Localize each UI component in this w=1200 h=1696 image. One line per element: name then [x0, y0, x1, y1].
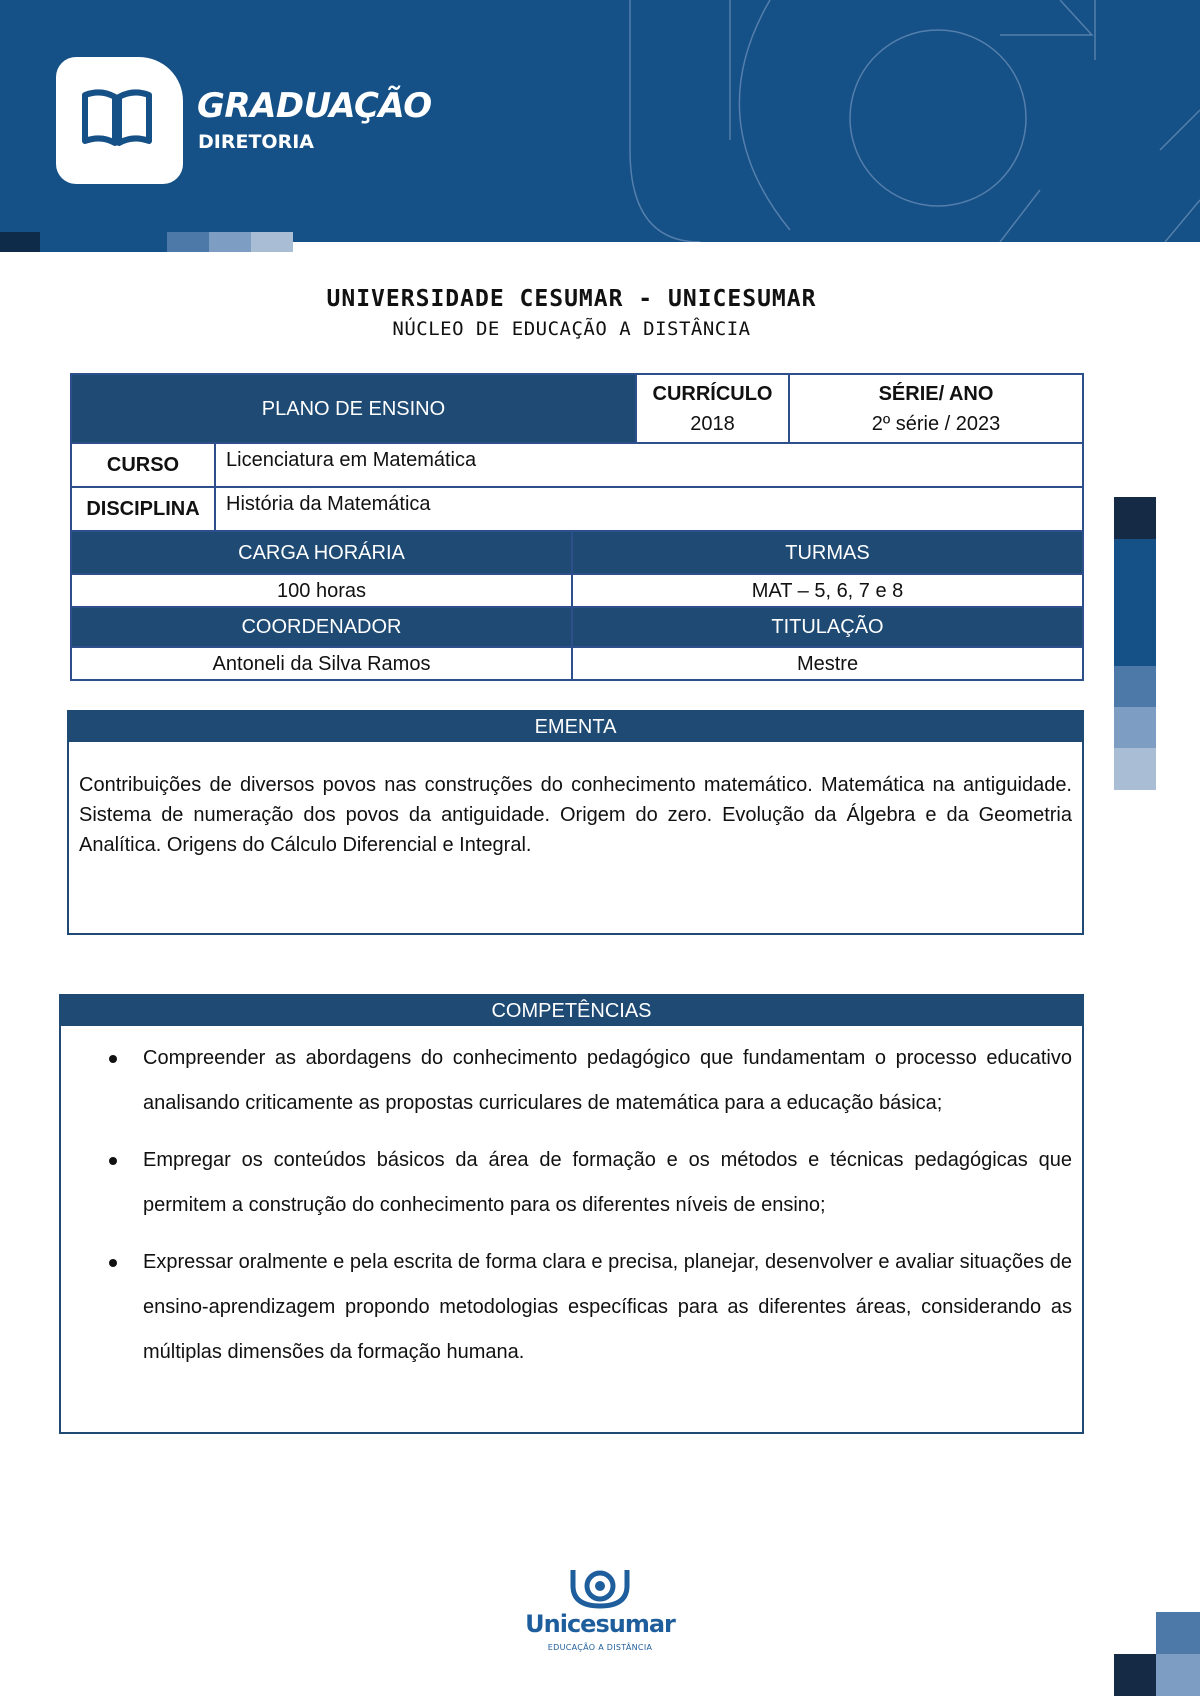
brand-subtitle: DIRETORIA — [198, 131, 314, 153]
curso-label-cell — [70, 442, 216, 488]
disciplina-value: História da Matemática — [226, 493, 431, 515]
carga-label: CARGA HORÁRIA — [238, 541, 405, 564]
corner-block-dark — [1114, 1654, 1156, 1696]
turmas-label: TURMAS — [785, 541, 870, 564]
color-strip-lightest — [251, 232, 293, 252]
unicesumar-logo-icon — [525, 1566, 675, 1612]
titulacao-value: Mestre — [796, 652, 859, 675]
footer-logo-tagline: EDUCAÇÃO A DISTÂNCIA — [547, 1643, 653, 1652]
corner-block-mid — [1156, 1612, 1200, 1654]
turmas-value-cell — [571, 573, 1084, 608]
header-banner — [0, 0, 1200, 242]
disciplina-label: DISCIPLINA — [86, 498, 200, 520]
side-block-mid — [1114, 666, 1156, 707]
competencia-text: Empregar os conteúdos básicos da área de formação e os métodos e técnicas pedagógicas que permitem a construção do conhecimento para os diferentes níveis de ensino; — [143, 1149, 1072, 1216]
color-strip-dark — [0, 232, 40, 252]
serie-label: SÉRIE/ ANO — [878, 382, 994, 405]
disciplina-value-cell — [214, 486, 1084, 532]
serie-value: 2º série / 2023 — [871, 412, 1001, 435]
turmas-value: MAT – 5, 6, 7 e 8 — [751, 579, 904, 602]
plan-heading — [70, 373, 637, 444]
competencia-text: Expressar oralmente e pela escrita de forma clara e precisa, planejar, desenvolver e avaliar situações de ensino-aprendizagem propondo metodologias específicas para as diferentes áreas, considerando as múltiplas dimensões da formação humana. — [143, 1251, 1072, 1363]
competencias-heading: COMPETÊNCIAS — [61, 996, 1082, 1026]
color-strip-blue — [40, 232, 167, 252]
curriculo-value: 2018 — [690, 412, 735, 435]
titulacao-header — [571, 606, 1084, 648]
side-block-dark — [1114, 497, 1156, 539]
footer-logo-name: Unicesumar — [525, 1610, 675, 1638]
titulacao-value-cell — [571, 646, 1084, 681]
list-item — [61, 1240, 1072, 1375]
logo-badge — [56, 57, 183, 184]
curriculo-label: CURRÍCULO — [652, 382, 773, 405]
curriculo-cell — [635, 373, 790, 444]
list-item — [61, 1036, 1072, 1126]
serie-cell — [788, 373, 1084, 444]
carga-header — [70, 530, 573, 575]
competencia-text: Compreender as abordagens do conhecimento pedagógico que fundamentam o processo educativo analisando criticamente as propostas curriculares de matemática para a educação básica; — [143, 1047, 1072, 1114]
ementa-heading: EMENTA — [69, 712, 1082, 742]
curso-label: CURSO — [106, 454, 180, 476]
competencias-section — [59, 994, 1084, 1434]
university-title: UNIVERSIDADE CESUMAR - UNICESUMAR — [326, 286, 817, 312]
ementa-section — [67, 710, 1084, 935]
bullet-icon — [109, 1157, 117, 1165]
curso-value: Licenciatura em Matemática — [226, 449, 477, 471]
coordenador-value-cell — [70, 646, 573, 681]
side-block-lightest — [1114, 748, 1156, 790]
carga-value: 100 horas — [277, 579, 366, 602]
titulacao-label: TITULAÇÃO — [771, 616, 884, 638]
coordenador-header — [70, 606, 573, 648]
carga-value-cell — [70, 573, 573, 608]
ementa-text: Contribuições de diversos povos nas construções do conhecimento matemático. Matemática na antiguidade. Sistema de numeração dos povos da antiguidade. Origem do zero. Evolução da Álgebra e da Geometria Analítica. Origens do Cálculo Diferencial e Integral. — [79, 774, 1072, 856]
brand-title: GRADUAÇÃO — [197, 86, 432, 126]
bullet-icon — [109, 1259, 117, 1267]
list-item — [61, 1138, 1072, 1228]
color-strip-light — [209, 232, 251, 252]
bullet-icon — [109, 1055, 117, 1063]
coordenador-label: COORDENADOR — [241, 616, 402, 638]
corner-block-light — [1156, 1654, 1200, 1696]
disciplina-label-cell — [70, 486, 216, 532]
side-block-blue — [1114, 539, 1156, 666]
competencias-list — [61, 1026, 1082, 1375]
curso-value-cell — [214, 442, 1084, 488]
plan-heading-text: PLANO DE ENSINO — [261, 397, 446, 420]
open-book-icon — [81, 89, 153, 147]
nucleus-subtitle: NÚCLEO DE EDUCAÇÃO A DISTÂNCIA — [392, 318, 751, 340]
side-block-light — [1114, 707, 1156, 748]
color-strip-mid — [167, 232, 209, 252]
coordenador-value: Antoneli da Silva Ramos — [212, 652, 431, 675]
turmas-header — [571, 530, 1084, 575]
